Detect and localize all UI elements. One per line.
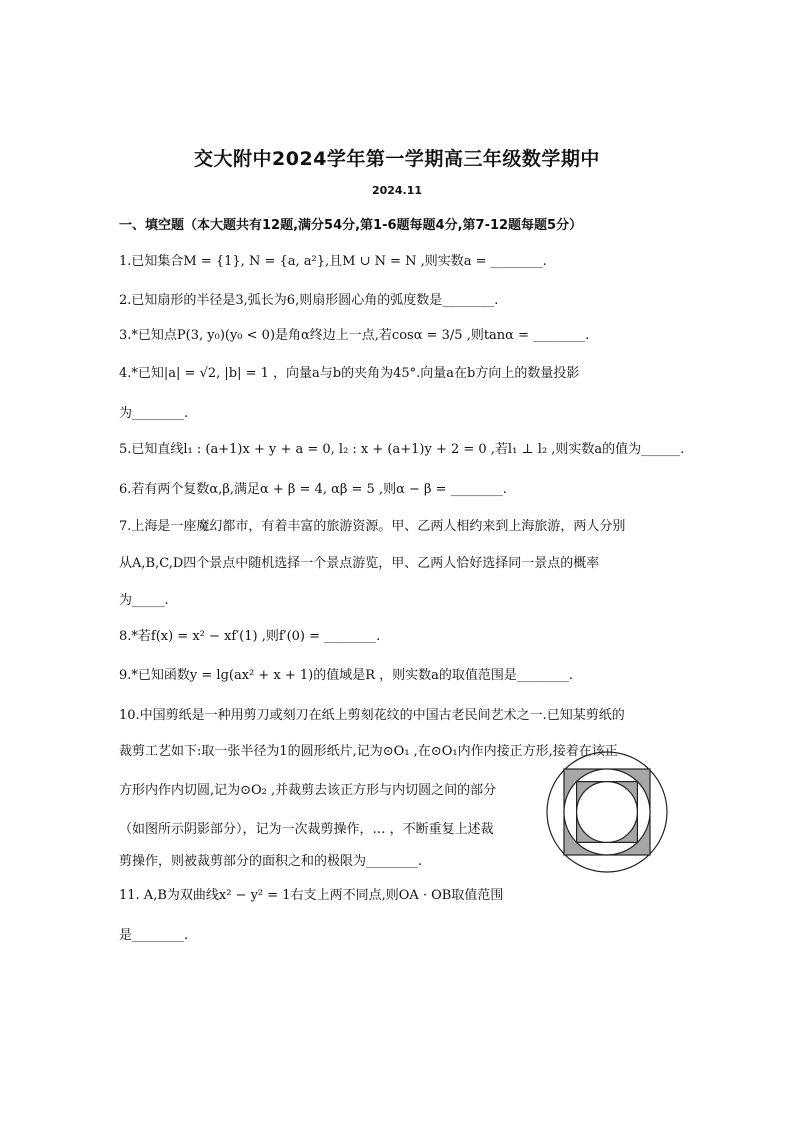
question-9: 9.*已知函数y = lg(ax² + x + 1)的值域是R ，则实数a的取值范围是________. xyxy=(119,668,574,683)
exam-title: 交大附中2024学年第一学期高三年级数学期中 xyxy=(194,148,600,170)
exam-date: 2024.11 xyxy=(371,184,423,197)
question-11-line-1: 11. A,B为双曲线x² − y² = 1右支上两不同点,则OA · OB取值范围 xyxy=(119,888,504,903)
question-10-line-1: 10.中国剪纸是一种用剪刀或刻刀在纸上剪刻花纹的中国古老民间艺术之一.已知某剪纸的 xyxy=(119,708,625,723)
question-10-line-3: 方形内作内切圆,记为⊙O₂ ,并裁剪去该正方形与内切圆之间的部分 xyxy=(119,783,497,798)
question-6: 6.若有两个复数α,β,满足α + β = 4, αβ = 5 ,则α − β = ________. xyxy=(119,482,507,497)
question-1: 1.已知集合M = {1}, N = {a, a²},且M ∪ N = N ,则实数a = ________. xyxy=(119,254,547,269)
question-10-line-2: 裁剪工艺如下:取一张半径为1的圆形纸片,记为⊙O₁ ,在⊙O₁内作内接正方形,接着在该正 xyxy=(119,744,618,759)
question-11-line-2: 是________. xyxy=(119,928,189,943)
question-2: 2.已知扇形的半径是3,弧长为6,则扇形圆心角的弧度数是________. xyxy=(119,293,499,308)
question-8: 8.*若f(x) = x² − xf′(1) ,则f′(0) = ________. xyxy=(119,629,381,644)
question-4-line-2: 为________. xyxy=(119,406,189,421)
question-10-line-4: （如图所示阴影部分），记为一次裁剪操作，… ，不断重复上述裁 xyxy=(119,822,494,837)
question-4-line-1: 4.*已知|a| = √2, |b| = 1 ，向量a与b的夹角为45°.向量a在b方向上的数量投影 xyxy=(119,366,580,381)
question-7-line-2: 从A,B,C,D四个景点中随机选择一个景点游览，甲、乙两人恰好选择同一景点的概率 xyxy=(119,556,600,571)
question-7-line-3: 为_____. xyxy=(119,593,169,608)
question-10-line-5: 剪操作，则被裁剪部分的面积之和的极限为________. xyxy=(119,854,423,869)
question-3: 3.*已知点P(3, y₀)(y₀ < 0)是角α终边上一点,若cosα = 3/5 ,则tanα = ________. xyxy=(119,328,590,343)
question-5: 5.已知直线l₁ : (a+1)x + y + a = 0, l₂ : x + (a+1)y + 2 = 0 ,若l₁ ⊥ l₂ ,则实数a的值为______. xyxy=(119,442,685,457)
section-heading: 一、填空题（本大题共有12题,满分54分,第1-6题每题4分,第7-12题每题5分） xyxy=(119,218,583,233)
paper-cut-diagram xyxy=(545,750,669,874)
question-7-line-1: 7.上海是一座魔幻都市，有着丰富的旅游资源。甲、乙两人相约来到上海旅游，两人分别 xyxy=(119,519,626,534)
